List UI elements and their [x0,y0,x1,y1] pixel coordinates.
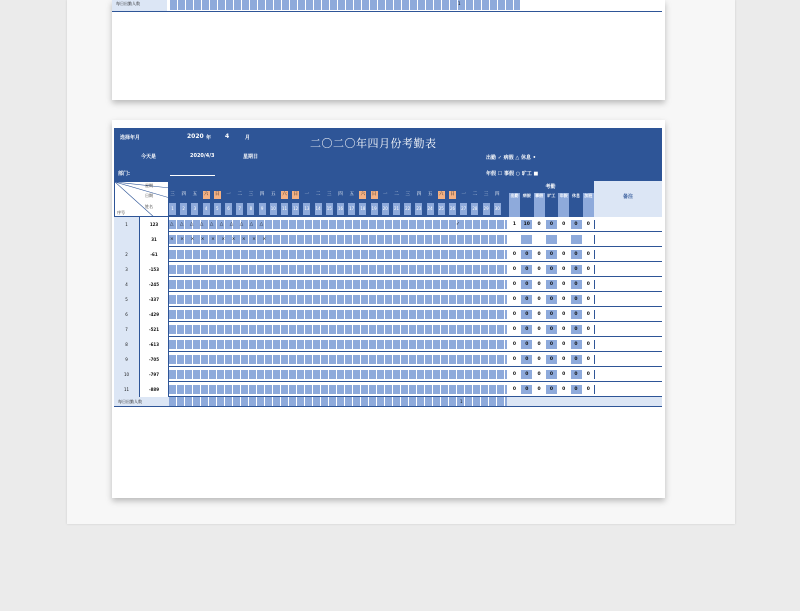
attendance-stat: 0 [571,280,582,289]
attendance-stat [534,235,545,244]
day-number-cell: 17 [348,203,355,215]
remark-header-label: 备注 [622,194,633,200]
attendance-stat: 0 [558,295,569,304]
day-cells[interactable] [169,295,507,304]
year-month-label: 选择年月 [120,135,141,141]
day-number-cell: 27 [460,203,467,215]
department-input-line[interactable] [170,175,215,176]
weekday-cell: 五 [349,192,354,197]
attendance-stat: 0 [583,355,594,364]
day-number-cell: 2 [180,203,187,215]
table-row [114,337,662,352]
remark-cell[interactable] [594,355,663,364]
attendance-col-header: 旷工 [546,193,557,217]
table-row [114,247,662,262]
attendance-stat: 0 [534,385,545,394]
attendance-stat: 0 [571,370,582,379]
row-number: 10 [114,367,140,382]
attendance-stat: 0 [571,310,582,319]
remark-cell[interactable] [594,295,663,304]
weekday-cell: 四 [416,192,422,197]
daily-attendance-footer [114,397,662,407]
row-number: 9 [114,352,140,367]
weekday-cell: 四 [259,192,265,197]
day-number-cell: 20 [382,203,389,215]
weekday-cell: 四 [495,192,500,197]
attendance-sheet-page [112,120,665,498]
attendance-stat: 0 [546,325,557,334]
month-value[interactable]: 4 [225,133,230,140]
attendance-stat: 0 [534,295,545,304]
attendance-stat: 0 [521,385,532,394]
row-number [114,232,140,247]
row-number: 3 [114,262,140,277]
day-number-cell: 13 [303,203,310,215]
attendance-stat: 0 [521,340,532,349]
day-number-cell: 11 [281,203,288,215]
row-number: 4 [114,277,140,292]
day-number-cell: 9 [259,203,266,215]
attendance-col-header: 加班 [583,193,594,217]
remark-header [594,181,662,217]
row-number: 6 [114,307,140,322]
attendance-stat: 0 [583,310,594,319]
attendance-stat: 0 [509,325,520,334]
attendance-stat: 0 [583,280,594,289]
table-row [114,232,662,247]
remark-cell[interactable] [594,250,663,259]
attendance-stat [521,235,532,244]
day-number-cell: 5 [214,203,221,215]
attendance-stat: 0 [534,250,545,259]
day-cells[interactable] [169,355,507,364]
attendance-stat: 0 [521,355,532,364]
attendance-stat: 0 [534,280,545,289]
attendance-stat: 10 [521,220,532,229]
day-cells[interactable] [169,340,507,349]
attendance-stat [571,235,582,244]
attendance-stat [558,235,569,244]
attendance-stat: 0 [546,220,557,229]
previous-footer-label: 每日出勤人数 [116,1,140,6]
day-cells[interactable] [169,250,507,259]
attendance-stat: 0 [571,385,582,394]
attendance-stat [546,235,557,244]
table-row [114,307,662,322]
weekday-cell: 二 [472,192,478,197]
day-number-cell: 28 [471,203,478,215]
day-number-cell: 8 [247,203,254,215]
remark-cell[interactable] [594,265,663,274]
day-number-cell: 22 [404,203,411,215]
weekday-cell: 三 [483,192,489,197]
check-mark: ✓ [456,222,460,227]
attendance-stat: 0 [571,355,582,364]
legend-line-2: 年假 ☐ 事假 ○ 旷工 ■ [486,171,539,177]
attendance-stat: 0 [558,310,569,319]
attendance-stat: 0 [509,250,520,259]
attendance-stat: 0 [546,295,557,304]
table-row [114,292,662,307]
weekday-cell: 四 [181,192,186,197]
day-number-cell: 15 [326,203,333,215]
weekday-cell: 一 [226,192,231,197]
employee-name[interactable]: -153 [140,262,169,277]
attendance-stat: 0 [558,325,569,334]
table-row [114,277,662,292]
employee-name[interactable]: -521 [140,322,169,337]
table-row [114,382,662,397]
diag-label-no: 序号 [117,210,125,215]
day-number-cell: 30 [494,203,501,215]
attendance-stat: 0 [509,370,520,379]
attendance-stat: 0 [583,370,594,379]
remark-cell[interactable] [594,325,663,334]
employee-name[interactable]: -61 [140,247,169,262]
attendance-stat: 0 [558,280,569,289]
attendance-stat: 0 [558,250,569,259]
attendance-stat: 0 [509,355,520,364]
day-cells[interactable] [169,325,507,334]
remark-cell[interactable] [594,385,663,394]
attendance-summary-header: 考勤 [507,181,594,193]
previous-footer-value: 1 [458,1,461,6]
attendance-stat: 0 [583,220,594,229]
diag-label-weekday: 星期 [145,183,153,188]
sheet-header [114,128,662,181]
weekday-cell: 六 [282,192,287,197]
day-number-cell: 16 [337,203,344,215]
attendance-sheet [114,128,662,406]
attendance-stat: 0 [509,265,520,274]
attendance-stat: 0 [534,340,545,349]
attendance-stat: 0 [571,340,582,349]
day-number-cell: 6 [225,203,232,215]
attendance-stat: 0 [546,265,557,274]
today-date: 2020/4/3 [190,153,215,159]
weekday-cell: 三 [405,192,410,197]
attendance-stat: 0 [521,310,532,319]
day-number-cell: 21 [393,203,400,215]
legend-line-1: 出勤 ✓ 病假 △ 休息 • [486,155,536,161]
attendance-stat: 0 [521,370,532,379]
weekday-cell: 六 [360,192,366,197]
day-cells[interactable] [169,385,507,394]
attendance-marks: △△△△△△△△△△ [170,222,270,227]
attendance-stat: 1 [509,220,520,229]
attendance-col-header: 休息 [571,193,582,217]
weekday-cell: 一 [383,192,388,197]
attendance-stat: 0 [583,265,594,274]
sheet-title: 二〇二〇年四月份考勤表 [310,137,437,150]
day-number-cell: 19 [371,203,378,215]
day-number-cell: 25 [438,203,445,215]
attendance-stat: 0 [509,280,520,289]
attendance-stat: 0 [546,355,557,364]
attendance-marks: ×××××××××× [170,237,273,242]
day-number-cell: 4 [203,203,210,215]
weekday-cell: 五 [427,192,433,197]
weekday-cell: 二 [237,192,242,197]
attendance-stat: 0 [534,265,545,274]
table-row [114,352,662,367]
weekday-cell: 日 [293,192,298,197]
footer-label: 每日出勤人数 [118,399,142,404]
attendance-stat: 0 [558,370,569,379]
attendance-stat: 0 [509,310,520,319]
attendance-stat: 0 [546,340,557,349]
day-cells[interactable] [169,265,507,274]
footer-value: 1 [460,399,463,404]
day-number-cell: 24 [427,203,434,215]
attendance-stat: 0 [558,265,569,274]
day-number-cell: 12 [292,203,299,215]
attendance-stat: 0 [521,325,532,334]
previous-sheet-footer-row [112,0,662,12]
weekday-value: 星期日 [243,154,259,160]
employee-name[interactable]: -429 [140,307,169,322]
row-number: 7 [114,322,140,337]
row-number: 5 [114,292,140,307]
weekday-cell: 二 [315,192,321,197]
attendance-stat: 0 [558,385,569,394]
day-number-cell: 1 [169,203,176,215]
attendance-stat: 0 [534,310,545,319]
day-cells[interactable] [169,370,507,379]
year-value[interactable]: 2020 [187,133,204,140]
attendance-stat: 0 [534,355,545,364]
employee-name[interactable]: -337 [140,292,169,307]
table-row [114,262,662,277]
attendance-stat: 0 [571,220,582,229]
remark-cell[interactable] [594,235,663,244]
year-unit: 年 [206,135,212,141]
row-number: 8 [114,337,140,352]
department-label: 部门: [118,171,130,177]
employee-name[interactable]: -889 [140,382,169,397]
employee-name[interactable]: 31 [140,232,169,247]
remark-cell[interactable] [594,340,663,349]
weekday-cell: 四 [338,192,343,197]
previous-sheet-page [112,0,665,100]
attendance-stat: 0 [509,385,520,394]
attendance-stat: 0 [509,295,520,304]
remark-cell[interactable] [594,220,663,229]
attendance-stat: 0 [558,340,569,349]
attendance-stat: 0 [546,250,557,259]
attendance-stat: 0 [521,280,532,289]
weekday-cell: 一 [461,192,466,197]
table-row [114,217,662,232]
attendance-stat: 0 [546,385,557,394]
attendance-stat: 0 [558,355,569,364]
day-cells[interactable] [169,280,507,289]
attendance-stat: 0 [583,385,594,394]
remark-cell[interactable] [594,370,663,379]
weekday-cell: 一 [304,192,310,197]
diag-label-name: 姓名 [145,204,153,209]
day-number-cell: 14 [315,203,322,215]
weekday-cell: 三 [170,192,175,197]
day-number-cell: 18 [359,203,366,215]
day-number-cell: 26 [449,203,456,215]
remark-cell[interactable] [594,310,663,319]
attendance-stat: 0 [583,250,594,259]
attendance-stat: 0 [571,250,582,259]
employee-name[interactable]: 123 [140,217,169,232]
attendance-stat: 0 [521,250,532,259]
attendance-col-header: 事假 [534,193,545,217]
weekday-cell: 六 [203,192,209,197]
row-number: 11 [114,382,140,397]
attendance-stat: 0 [558,220,569,229]
attendance-stat: 0 [571,325,582,334]
employee-name[interactable]: -797 [140,367,169,382]
day-cells[interactable] [169,310,507,319]
remark-cell[interactable] [594,280,663,289]
table-row [114,367,662,382]
attendance-col-header: 出勤 [509,193,520,217]
weekday-cell: 六 [439,192,444,197]
weekday-cell: 五 [271,192,276,197]
row-number: 1 [114,217,140,232]
attendance-stat: 0 [583,295,594,304]
day-number-cell: 10 [270,203,277,215]
footer-cells [169,397,507,406]
attendance-stat: 0 [571,295,582,304]
weekday-cell: 日 [450,192,455,197]
attendance-stat: 0 [546,370,557,379]
today-label: 今天是 [141,154,157,160]
attendance-stat [509,235,520,244]
weekday-cell: 五 [192,192,198,197]
attendance-stat: 0 [546,310,557,319]
weekday-cell: 日 [371,192,377,197]
attendance-col-header: 年假 [558,193,569,217]
day-number-cell: 7 [236,203,243,215]
employee-name[interactable]: -613 [140,337,169,352]
attendance-stat [583,235,594,244]
attendance-stat: 0 [509,340,520,349]
table-row [114,322,662,337]
month-unit: 月 [245,135,251,141]
corner-diagonal-cell [114,181,169,217]
employee-name[interactable]: -245 [140,277,169,292]
diag-label-date: 日期 [145,193,153,198]
employee-name[interactable]: -705 [140,352,169,367]
weekday-cell: 三 [248,192,254,197]
day-number-cell: 3 [191,203,198,215]
weekday-cell: 日 [215,192,220,197]
row-number: 2 [114,247,140,262]
attendance-stat: 0 [521,295,532,304]
attendance-stat: 0 [521,265,532,274]
attendance-stat: 0 [583,325,594,334]
weekday-cell: 二 [394,192,399,197]
attendance-stat: 0 [571,265,582,274]
weekday-cell: 三 [327,192,332,197]
attendance-stat: 0 [534,325,545,334]
attendance-stat: 0 [583,340,594,349]
day-number-cell: 29 [483,203,490,215]
attendance-stat: 0 [534,370,545,379]
day-number-cell: 23 [415,203,422,215]
previous-footer-cells [170,0,520,10]
attendance-stat: 0 [534,220,545,229]
attendance-stat: 0 [546,280,557,289]
attendance-col-header: 病假 [521,193,532,217]
